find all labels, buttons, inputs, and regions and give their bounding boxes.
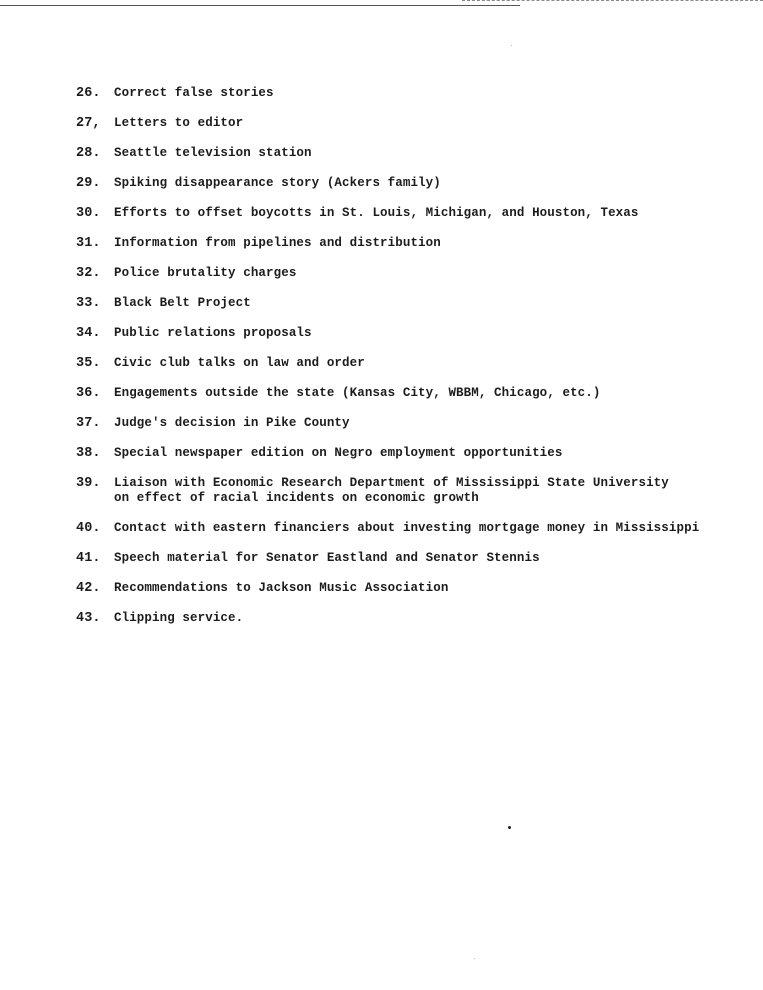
scan-speck [508, 826, 511, 829]
item-number: 32. [76, 266, 101, 281]
item-number: 33. [76, 296, 101, 311]
list-item [76, 86, 756, 101]
item-number: 40. [76, 521, 101, 536]
item-text: Information from pipelines and distribution [114, 236, 441, 250]
item-number: 36. [76, 386, 101, 401]
item-text: Seattle television station [114, 146, 312, 160]
item-text: Public relations proposals [114, 326, 312, 340]
list-item [76, 356, 756, 371]
item-number: 37. [76, 416, 101, 431]
item-number: 43. [76, 611, 101, 626]
item-number: 26. [76, 86, 101, 101]
list-item [76, 386, 756, 401]
top-edge-dashes [462, 0, 763, 1]
item-text: Recommendations to Jackson Music Association [114, 581, 449, 595]
item-text: Engagements outside the state (Kansas City, WBBM, Chicago, etc.) [114, 386, 601, 400]
item-number: 39. [76, 476, 101, 491]
list-item [76, 521, 756, 536]
item-number: 28. [76, 146, 101, 161]
list-item [76, 266, 756, 281]
list-item [76, 116, 756, 131]
item-number: 27, [76, 116, 101, 131]
item-text: Black Belt Project [114, 296, 251, 310]
list-item [76, 296, 756, 311]
scan-speck [511, 45, 512, 46]
list-item [76, 326, 756, 341]
list-item [76, 551, 756, 566]
item-text: Contact with eastern financiers about investing mortgage money in Mississippi [114, 521, 700, 535]
list-item [76, 236, 756, 251]
item-text: Liaison with Economic Research Department of Mississippi State University on effect of racial incidents on economic growth [114, 476, 669, 505]
item-text: Judge's decision in Pike County [114, 416, 350, 430]
item-text: Letters to editor [114, 116, 244, 130]
numbered-list [76, 86, 756, 641]
item-text: Speech material for Senator Eastland and Senator Stennis [114, 551, 540, 565]
item-number: 41. [76, 551, 101, 566]
top-edge-line [0, 5, 520, 6]
item-number: 34. [76, 326, 101, 341]
list-item [76, 176, 756, 191]
item-text: Civic club talks on law and order [114, 356, 365, 370]
item-text: Correct false stories [114, 86, 274, 100]
list-item [76, 146, 756, 161]
list-item [76, 476, 756, 506]
list-item [76, 581, 756, 596]
item-number: 30. [76, 206, 101, 221]
list-item [76, 446, 756, 461]
item-number: 35. [76, 356, 101, 371]
scan-speck [474, 958, 475, 959]
item-number: 42. [76, 581, 101, 596]
item-text: Efforts to offset boycotts in St. Louis, Michigan, and Houston, Texas [114, 206, 639, 220]
list-item [76, 206, 756, 221]
item-text: Police brutality charges [114, 266, 297, 280]
list-item [76, 611, 756, 626]
item-number: 38. [76, 446, 101, 461]
item-text: Special newspaper edition on Negro employment opportunities [114, 446, 563, 460]
item-number: 31. [76, 236, 101, 251]
item-text: Spiking disappearance story (Ackers family) [114, 176, 441, 190]
item-number: 29. [76, 176, 101, 191]
list-item [76, 416, 756, 431]
item-text: Clipping service. [114, 611, 244, 625]
